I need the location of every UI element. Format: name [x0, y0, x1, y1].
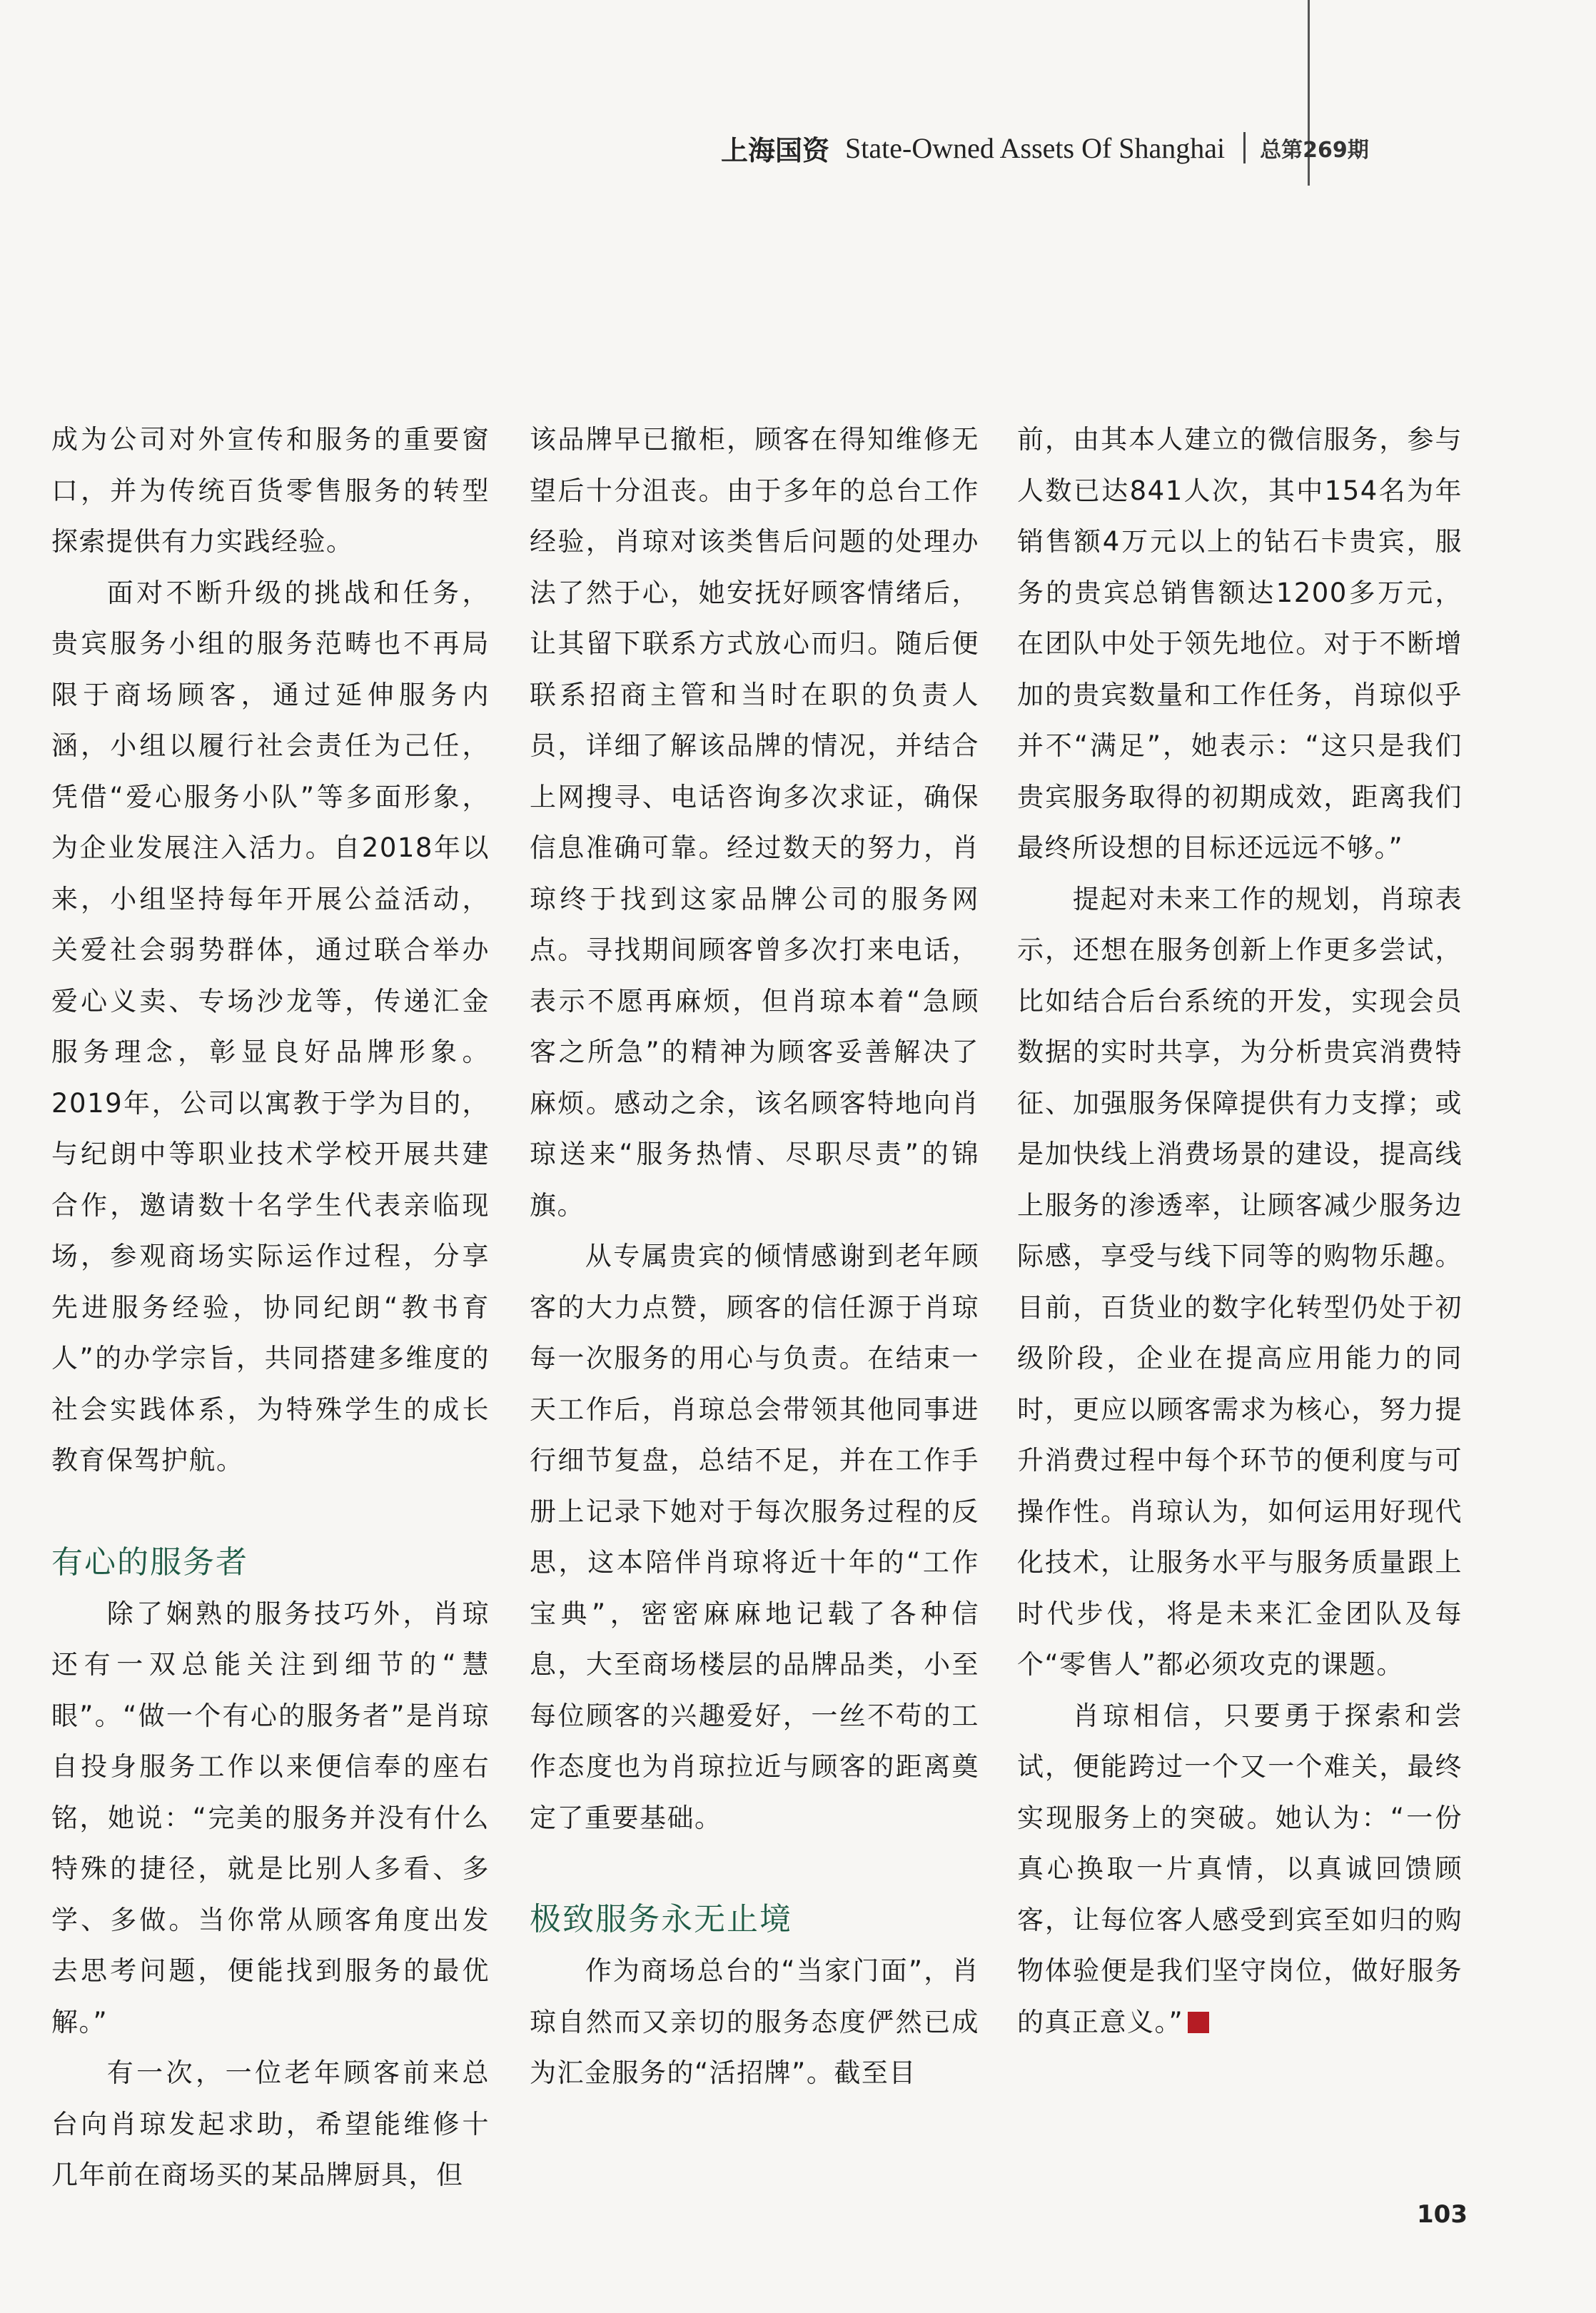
- magazine-title-cn: 上海国资: [721, 134, 830, 166]
- section-spacer: [51, 1486, 490, 1537]
- article-end-mark: [1188, 2012, 1209, 2033]
- magazine-title-en: State-Owned Assets Of Shanghai: [845, 131, 1226, 164]
- paragraph: 有一次，一位老年顾客前来总台向肖琼发起求助，希望能维修十几年前在商场买的某品牌厨具，但: [51, 2057, 490, 2190]
- closing-paragraph: [1017, 1690, 1463, 2048]
- paragraph: 提起对未来工作的规划，肖琼表示，还想在服务创新上作更多尝试，比如结合后台系统的开发，实现会员数据的实时共享，为分析贵宾消费特征、加强服务保障提供有力支撑；或是加快线上消费场景的建设，提高线上服务的渗透率，让顾客减少服务边际感，享受与线下同等的购物乐趣。目前，百货业的数字化转型仍处于初级阶段，企业在提高应用能力的同时，更应以顾客需求为核心，努力提升消费过程中每个环节的便利度与可操作性。肖琼认为，如何运用好现代化技术，让服务水平与服务质量跟上时代步伐，将是未来汇金团队及每个“零售人”都必须攻克的课题。: [1017, 883, 1463, 1680]
- paragraph: 成为公司对外宣传和服务的重要窗口，并为传统百货零售服务的转型探索提供有力实践经验。: [51, 424, 490, 557]
- column-3: [1017, 414, 1463, 2047]
- running-header: [721, 123, 1369, 173]
- paragraph: 面对不断升级的挑战和任务，贵宾服务小组的服务范畴也不再局限于商场顾客，通过延伸服务内涵，小组以履行社会责任为己任，凭借“爱心服务小队”等多面形象，为企业发展注入活力。自2018年以来，小组坚持每年开展公益活动，关爱社会弱势群体，通过联合举办爱心义卖、专场沙龙等，传递汇金服务理念，彰显良好品牌形象。2019年，公司以寓教于学为目的，与纪朗中等职业技术学校开展共建合作，邀请数十名学生代表亲临现场，参观商场实际运作过程，分享先进服务经验，协同纪朗“教书育人”的办学宗旨，共同搭建多维度的社会实践体系，为特殊学生的成长教育保驾护航。: [51, 577, 490, 1476]
- section-spacer: [530, 1843, 979, 1894]
- paragraph: 作为商场总台的“当家门面”，肖琼自然而又亲切的服务态度俨然已成为汇金服务的“活招牌”。截至目: [530, 1955, 979, 2088]
- page-number: 103: [1417, 2200, 1468, 2229]
- issue-number: 总第269期: [1260, 138, 1369, 163]
- section-heading: 极致服务永无止境: [530, 1901, 792, 1937]
- paragraph: 除了娴熟的服务技巧外，肖琼还有一双总能关注到细节的“慧眼”。“做一个有心的服务者”是肖琼自投身服务工作以来便信奉的座右铭，她说：“完美的服务并没有什么特殊的捷径，就是比别人多看、多学、多做。当你常从顾客角度出发去思考问题，便能找到服务的最优解。”: [51, 1598, 490, 2037]
- column-2: [530, 414, 979, 2099]
- paragraph: 该品牌早已撤柜，顾客在得知维修无望后十分沮丧。由于多年的总台工作经验，肖琼对该类售后问题的处理办法了然于心，她安抚好顾客情绪后，让其留下联系方式放心而归。随后便联系招商主管和当时在职的负责人员，详细了解该品牌的情况，并结合上网搜寻、电话咨询多次求证，确保信息准确可靠。经过数天的努力，肖琼终于找到这家品牌公司的服务网点。寻找期间顾客曾多次打来电话，表示不愿再麻烦，但肖琼本着“急顾客之所急”的精神为顾客妥善解决了麻烦。感动之余，该名顾客特地向肖琼送来“服务热情、尽职尽责”的锦旗。: [530, 424, 979, 1221]
- header-separator: [1243, 132, 1246, 163]
- paragraph: 从专属贵宾的倾情感谢到老年顾客的大力点赞，顾客的信任源于肖琼每一次服务的用心与负责。在结束一天工作后，肖琼总会带领其他同事进行细节复盘，总结不足，并在工作手册上记录下她对于每次服务过程的反思，这本陪伴肖琼将近十年的“工作宝典”，密密麻麻地记载了各种信息，大至商场楼层的品牌品类，小至每位顾客的兴趣爱好，一丝不苟的工作态度也为肖琼拉近与顾客的距离奠定了重要基础。: [530, 1241, 979, 1833]
- column-1: [51, 414, 490, 2201]
- paragraph: 前，由其本人建立的微信服务，参与人数已达841人次，其中154名为年销售额4万元以上的钻石卡贵宾，服务的贵宾总销售额达1200多万元，在团队中处于领先地位。对于不断增加的贵宾数量和工作任务，肖琼似乎并不“满足”，她表示：“这只是我们贵宾服务取得的初期成效，距离我们最终所设想的目标还远远不够。”: [1017, 424, 1463, 863]
- section-heading: 有心的服务者: [51, 1543, 248, 1581]
- paragraph-text: 肖琼相信，只要勇于探索和尝试，便能跨过一个又一个难关，最终实现服务上的突破。她认为：“一份真心换取一片真情，以真诚回馈顾客，让每位客人感受到宾至如归的购物体验便是我们坚守岗位，做好服务的真正意义。”: [1017, 1700, 1463, 2037]
